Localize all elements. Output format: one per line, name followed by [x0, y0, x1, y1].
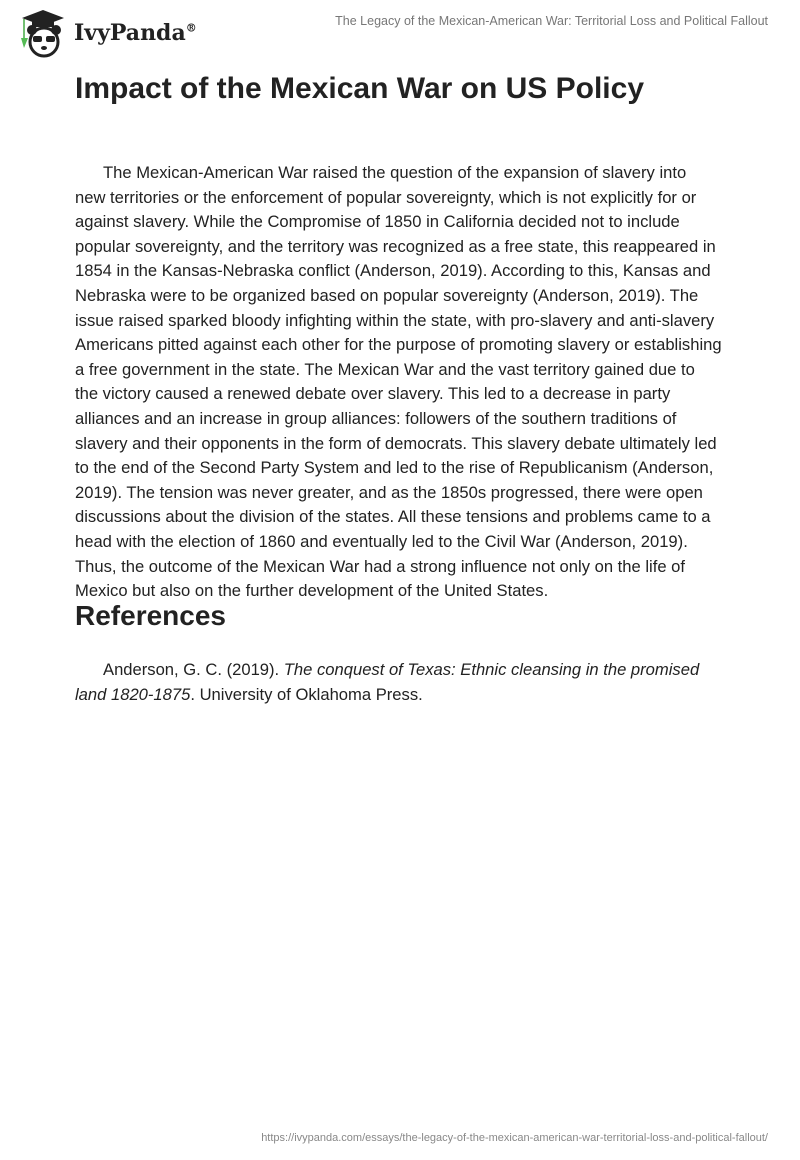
paragraph-line: alliances and an increase in group alliances: followers of the southern traditions of: [75, 408, 677, 428]
reference-title: The conquest of Texas: Ethnic cleansing in the promised: [283, 660, 700, 679]
reference-author: Anderson, G. C. (2019).: [103, 660, 284, 679]
paragraph-line: Americans pitted against each other for the purpose of promoting slavery or establishing: [75, 335, 722, 355]
section-heading: Impact of the Mexican War on US Policy: [75, 72, 645, 105]
paragraph-line: the victory caused a renewed debate over slavery. This led to a decrease in party: [75, 384, 671, 404]
paragraph-line: head with the election of 1860 and eventually led to the Civil War (Anderson, 2019).: [75, 531, 688, 551]
paragraph-line: new territories or the enforcement of popular sovereignty, which is not explicitly for or: [75, 187, 697, 207]
reference-publisher: . University of Oklahoma Press.: [190, 684, 423, 704]
reference-title-cont: land 1820-1875: [75, 684, 191, 704]
reference-entry: [75, 658, 735, 707]
references-heading: References: [75, 600, 226, 631]
paragraph-line: Thus, the outcome of the Mexican War had a strong influence not only on the life of: [75, 556, 686, 576]
panda-logo-icon: [18, 8, 68, 58]
paragraph-line: against slavery. While the Compromise of 1850 in California decided not to include: [75, 212, 680, 232]
paragraph-line: slavery and their opponents in the form of democrats. This slavery debate ultimately led: [75, 433, 717, 453]
paragraph-line: Mexico but also on the further development of the United States.: [75, 581, 549, 601]
paragraph-line: 1854 in the Kansas-Nebraska conflict (Anderson, 2019). According to this, Kansas and: [75, 261, 711, 281]
body-paragraph: [75, 161, 735, 604]
document-header-title: The Legacy of the Mexican-American War: Territorial Loss and Political Fallout: [335, 14, 768, 28]
paragraph-line: popular sovereignty, and the territory was recognized as a free state, this reappeared in: [75, 236, 716, 256]
paragraph-line: The Mexican-American War raised the question of the expansion of slavery into: [103, 163, 687, 182]
paragraph-line: issue raised sparked bloody infighting within the state, with pro-slavery and anti-slavery: [75, 310, 715, 330]
ivypanda-logo[interactable]: [18, 8, 197, 58]
paragraph-line: a free government in the state. The Mexican War and the vast territory gained due to: [75, 359, 695, 379]
footer-url[interactable]: https://ivypanda.com/essays/the-legacy-of-the-mexican-american-war-territorial-loss-and-political-fallout/: [261, 1132, 768, 1144]
paragraph-line: to the end of the Second Party System and led to the rise of Republicanism (Anderson,: [75, 458, 714, 478]
brand-name: IvyPanda®: [74, 20, 197, 46]
paragraph-line: Nebraska were to be organized based on popular sovereignty (Anderson, 2019). The: [75, 285, 699, 305]
paragraph-line: discussions about the division of the states. All these tensions and problems came to a: [75, 507, 711, 527]
paragraph-line: 2019). The tension was never greater, and as the 1850s progressed, there were open: [75, 482, 703, 502]
